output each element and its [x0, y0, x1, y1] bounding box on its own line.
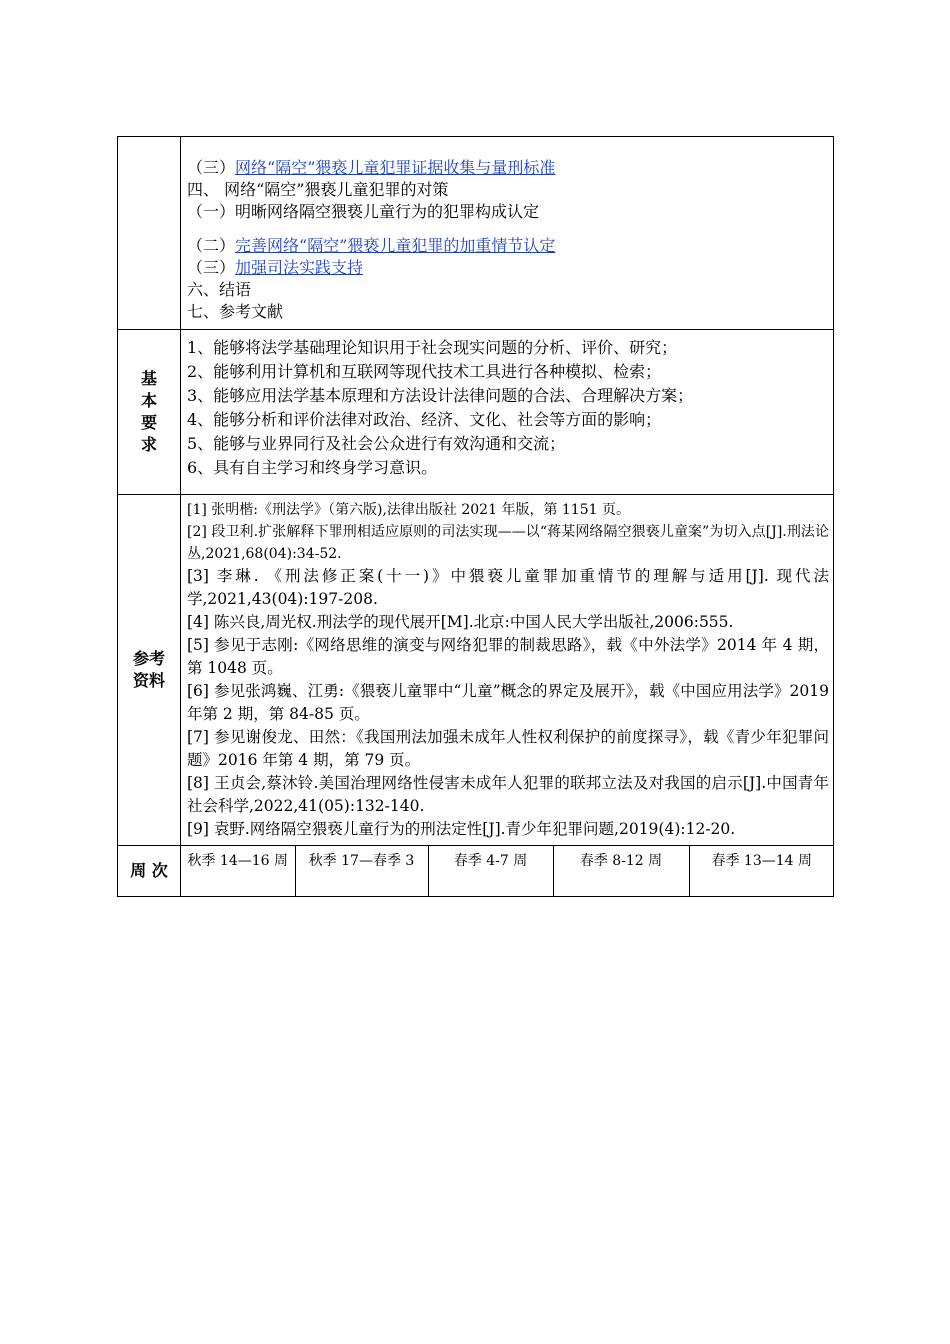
- references-cell: [181, 495, 834, 846]
- requirement-item: 5、能够与业界同行及社会公众进行有效沟通和交流；: [187, 434, 566, 453]
- thesis-plan-table: [117, 136, 834, 897]
- outline-item: （三）加强司法实践支持: [187, 258, 364, 277]
- week-cell: 秋季 14—16 周: [187, 853, 289, 869]
- week-cell: 春季 8-12 周: [553, 846, 689, 896]
- outline-label-cell: [118, 137, 181, 330]
- outline-link[interactable]: 加强司法实践支持: [235, 258, 364, 277]
- references-label: 参考 资料: [118, 495, 181, 846]
- reference-item: [8] 王贞会,蔡沐铃.美国治理网络性侵害未成年人犯罪的联邦立法及对我国的启示[J].中国青年社会科学,2022,41(05):132-140.: [187, 774, 829, 815]
- schedule-label: 周 次: [118, 846, 181, 897]
- schedule-weeks: [181, 846, 834, 896]
- outline-item: （三）网络“隔空”猥亵儿童犯罪证据收集与量刑标准: [187, 158, 556, 177]
- outline-item: （二）完善网络“隔空”猥亵儿童犯罪的加重情节认定: [187, 236, 556, 255]
- requirements-label: 基 本 要 求: [118, 330, 181, 495]
- reference-item: [1] 张明楷:《刑法学》（第六版),法律出版社 2021 年版，第 1151 页。: [187, 502, 630, 518]
- reference-item: [3] 李琳. 《刑法修正案(十一)》中猥亵儿童罪加重情节的理解与适用[J]. 现代法学,2021,43(04):197-208.: [187, 567, 829, 608]
- requirement-item: 3、能够应用法学基本原理和方法设计法律问题的合法、合理解决方案；: [187, 386, 694, 405]
- outline-item: 六、结语: [187, 280, 252, 299]
- requirement-item: 4、能够分析和评价法律对政治、经济、文化、社会等方面的影响；: [187, 410, 662, 429]
- requirement-item: 6、具有自主学习和终身学习意识。: [187, 458, 438, 477]
- reference-item: [9] 袁野.网络隔空猥亵儿童行为的刑法定性[J].青少年犯罪问题,2019(4):12-20.: [187, 820, 736, 838]
- requirement-item: 1、能够将法学基础理论知识用于社会现实问题的分析、评价、研究；: [187, 338, 678, 357]
- reference-item: [7] 参见谢俊龙、田然：《我国刑法加强未成年人性权利保护的前度探寻》，载《青少年犯罪问题》2016 年第 4 期，第 79 页。: [187, 728, 829, 769]
- references-row: [118, 495, 834, 846]
- outline-link[interactable]: 完善网络“隔空”猥亵儿童犯罪的加重情节认定: [235, 236, 556, 255]
- requirements-row: [118, 330, 834, 495]
- outline-item: （一）明晰网络隔空猥亵儿童行为的犯罪构成认定: [187, 202, 540, 221]
- reference-item: [2] 段卫利.扩张解释下罪刑相适应原则的司法实现——以“蒋某网络隔空猥亵儿童案”为切入点[J].刑法论丛,2021,68(04):34-52.: [187, 524, 829, 562]
- outline-row: [118, 137, 834, 330]
- week-cell: 秋季 17—春季 3: [295, 846, 428, 896]
- schedule-row: [118, 846, 834, 897]
- week-cell: 春季 4-7 周: [428, 846, 553, 896]
- outline-cell: [181, 137, 834, 330]
- outline-link[interactable]: 网络“隔空”猥亵儿童犯罪证据收集与量刑标准: [235, 158, 556, 177]
- outline-item: 四、 网络“隔空”猥亵儿童犯罪的对策: [187, 180, 449, 199]
- reference-item: [6] 参见张鸿巍、江勇:《猥亵儿童罪中“儿童”概念的界定及展开》，载《中国应用法学》2019 年第 2 期，第 84-85 页。: [187, 682, 829, 723]
- week-cell: 春季 13—14 周: [689, 846, 834, 896]
- reference-item: [4] 陈兴良,周光权.刑法学的现代展开[M].北京:中国人民大学出版社,2006:555.: [187, 613, 734, 631]
- requirement-item: 2、能够利用计算机和互联网等现代技术工具进行各种模拟、检索；: [187, 362, 662, 381]
- outline-item: 七、参考文献: [187, 302, 284, 321]
- reference-item: [5] 参见于志刚:《网络思维的演变与网络犯罪的制裁思路》，载《中外法学》2014 年 4 期，第 1048 页。: [187, 636, 829, 677]
- schedule-cell: [181, 846, 834, 897]
- requirements-cell: [181, 330, 834, 495]
